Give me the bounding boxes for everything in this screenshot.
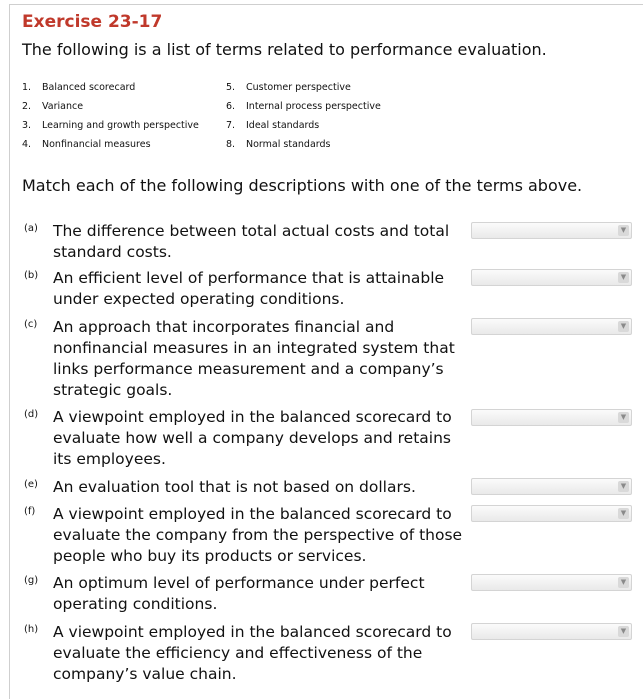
term-number: 4. — [22, 139, 32, 150]
term-item-7 — [226, 119, 319, 133]
answer-dropdown-d[interactable] — [471, 409, 632, 426]
chevron-down-icon: ▼ — [618, 508, 629, 519]
term-label: Nonfinancial measures — [42, 139, 151, 150]
term-number: 7. — [226, 120, 236, 131]
question-letter: (g) — [24, 575, 39, 586]
question-letter: (b) — [24, 270, 39, 281]
chevron-down-icon: ▼ — [618, 626, 629, 637]
answer-dropdown-b[interactable] — [471, 269, 632, 286]
question-text: A viewpoint employed in the balanced scorecard to evaluate the efficiency and effectiveness of the company’s value chain. — [53, 623, 452, 683]
question-letter: (e) — [24, 479, 38, 490]
term-number: 3. — [22, 120, 32, 131]
chevron-down-icon: ▼ — [618, 412, 629, 423]
term-label: Ideal standards — [246, 120, 320, 131]
term-item-1 — [22, 81, 135, 95]
term-number: 6. — [226, 101, 236, 112]
question-text: An optimum level of performance under perfect operating conditions. — [53, 574, 425, 613]
answer-dropdown-c[interactable] — [471, 318, 632, 335]
term-item-5 — [226, 81, 351, 95]
question-text: A viewpoint employed in the balanced scorecard to evaluate how well a company develops and retains its employees. — [53, 408, 452, 468]
answer-dropdown-f[interactable] — [471, 505, 632, 522]
question-letter: (h) — [24, 624, 39, 635]
term-label: Customer perspective — [246, 82, 351, 93]
answer-dropdown-g[interactable] — [471, 574, 632, 591]
term-number: 2. — [22, 101, 32, 112]
exercise-title: Exercise 23-17 — [22, 12, 163, 32]
question-text: A viewpoint employed in the balanced scorecard to evaluate the company from the perspective of those people who buy its products or services. — [53, 505, 463, 565]
chevron-down-icon: ▼ — [618, 481, 629, 492]
term-label: Internal process perspective — [246, 101, 381, 112]
term-item-3 — [22, 119, 199, 133]
chevron-down-icon: ▼ — [618, 225, 629, 236]
term-label: Balanced scorecard — [42, 82, 136, 93]
question-text: An efficient level of performance that is attainable under expected operating conditions. — [53, 269, 445, 308]
chevron-down-icon: ▼ — [618, 272, 629, 283]
question-letter: (f) — [24, 506, 36, 517]
term-number: 5. — [226, 82, 236, 93]
intro-text: The following is a list of terms related to performance evaluation. — [22, 40, 547, 59]
question-text: An evaluation tool that is not based on dollars. — [53, 478, 416, 496]
question-letter: (d) — [24, 409, 39, 420]
term-label: Learning and growth perspective — [42, 120, 199, 131]
term-number: 1. — [22, 82, 32, 93]
term-label: Variance — [42, 101, 84, 112]
chevron-down-icon: ▼ — [618, 321, 629, 332]
question-text: The difference between total actual costs and total standard costs. — [53, 222, 450, 261]
chevron-down-icon: ▼ — [618, 577, 629, 588]
question-letter: (a) — [24, 223, 38, 234]
term-number: 8. — [226, 139, 236, 150]
question-letter: (c) — [24, 319, 38, 330]
answer-dropdown-e[interactable] — [471, 478, 632, 495]
term-item-2 — [22, 100, 83, 114]
question-text: An approach that incorporates financial and nonfinancial measures in an integrated system that links performance measurement and a company’s strategic goals. — [53, 318, 455, 399]
term-item-8 — [226, 138, 330, 152]
answer-dropdown-a[interactable] — [471, 222, 632, 239]
term-item-4 — [22, 138, 151, 152]
answer-dropdown-h[interactable] — [471, 623, 632, 640]
term-item-6 — [226, 100, 381, 114]
term-label: Normal standards — [246, 139, 331, 150]
match-instruction: Match each of the following descriptions with one of the terms above. — [22, 176, 583, 195]
